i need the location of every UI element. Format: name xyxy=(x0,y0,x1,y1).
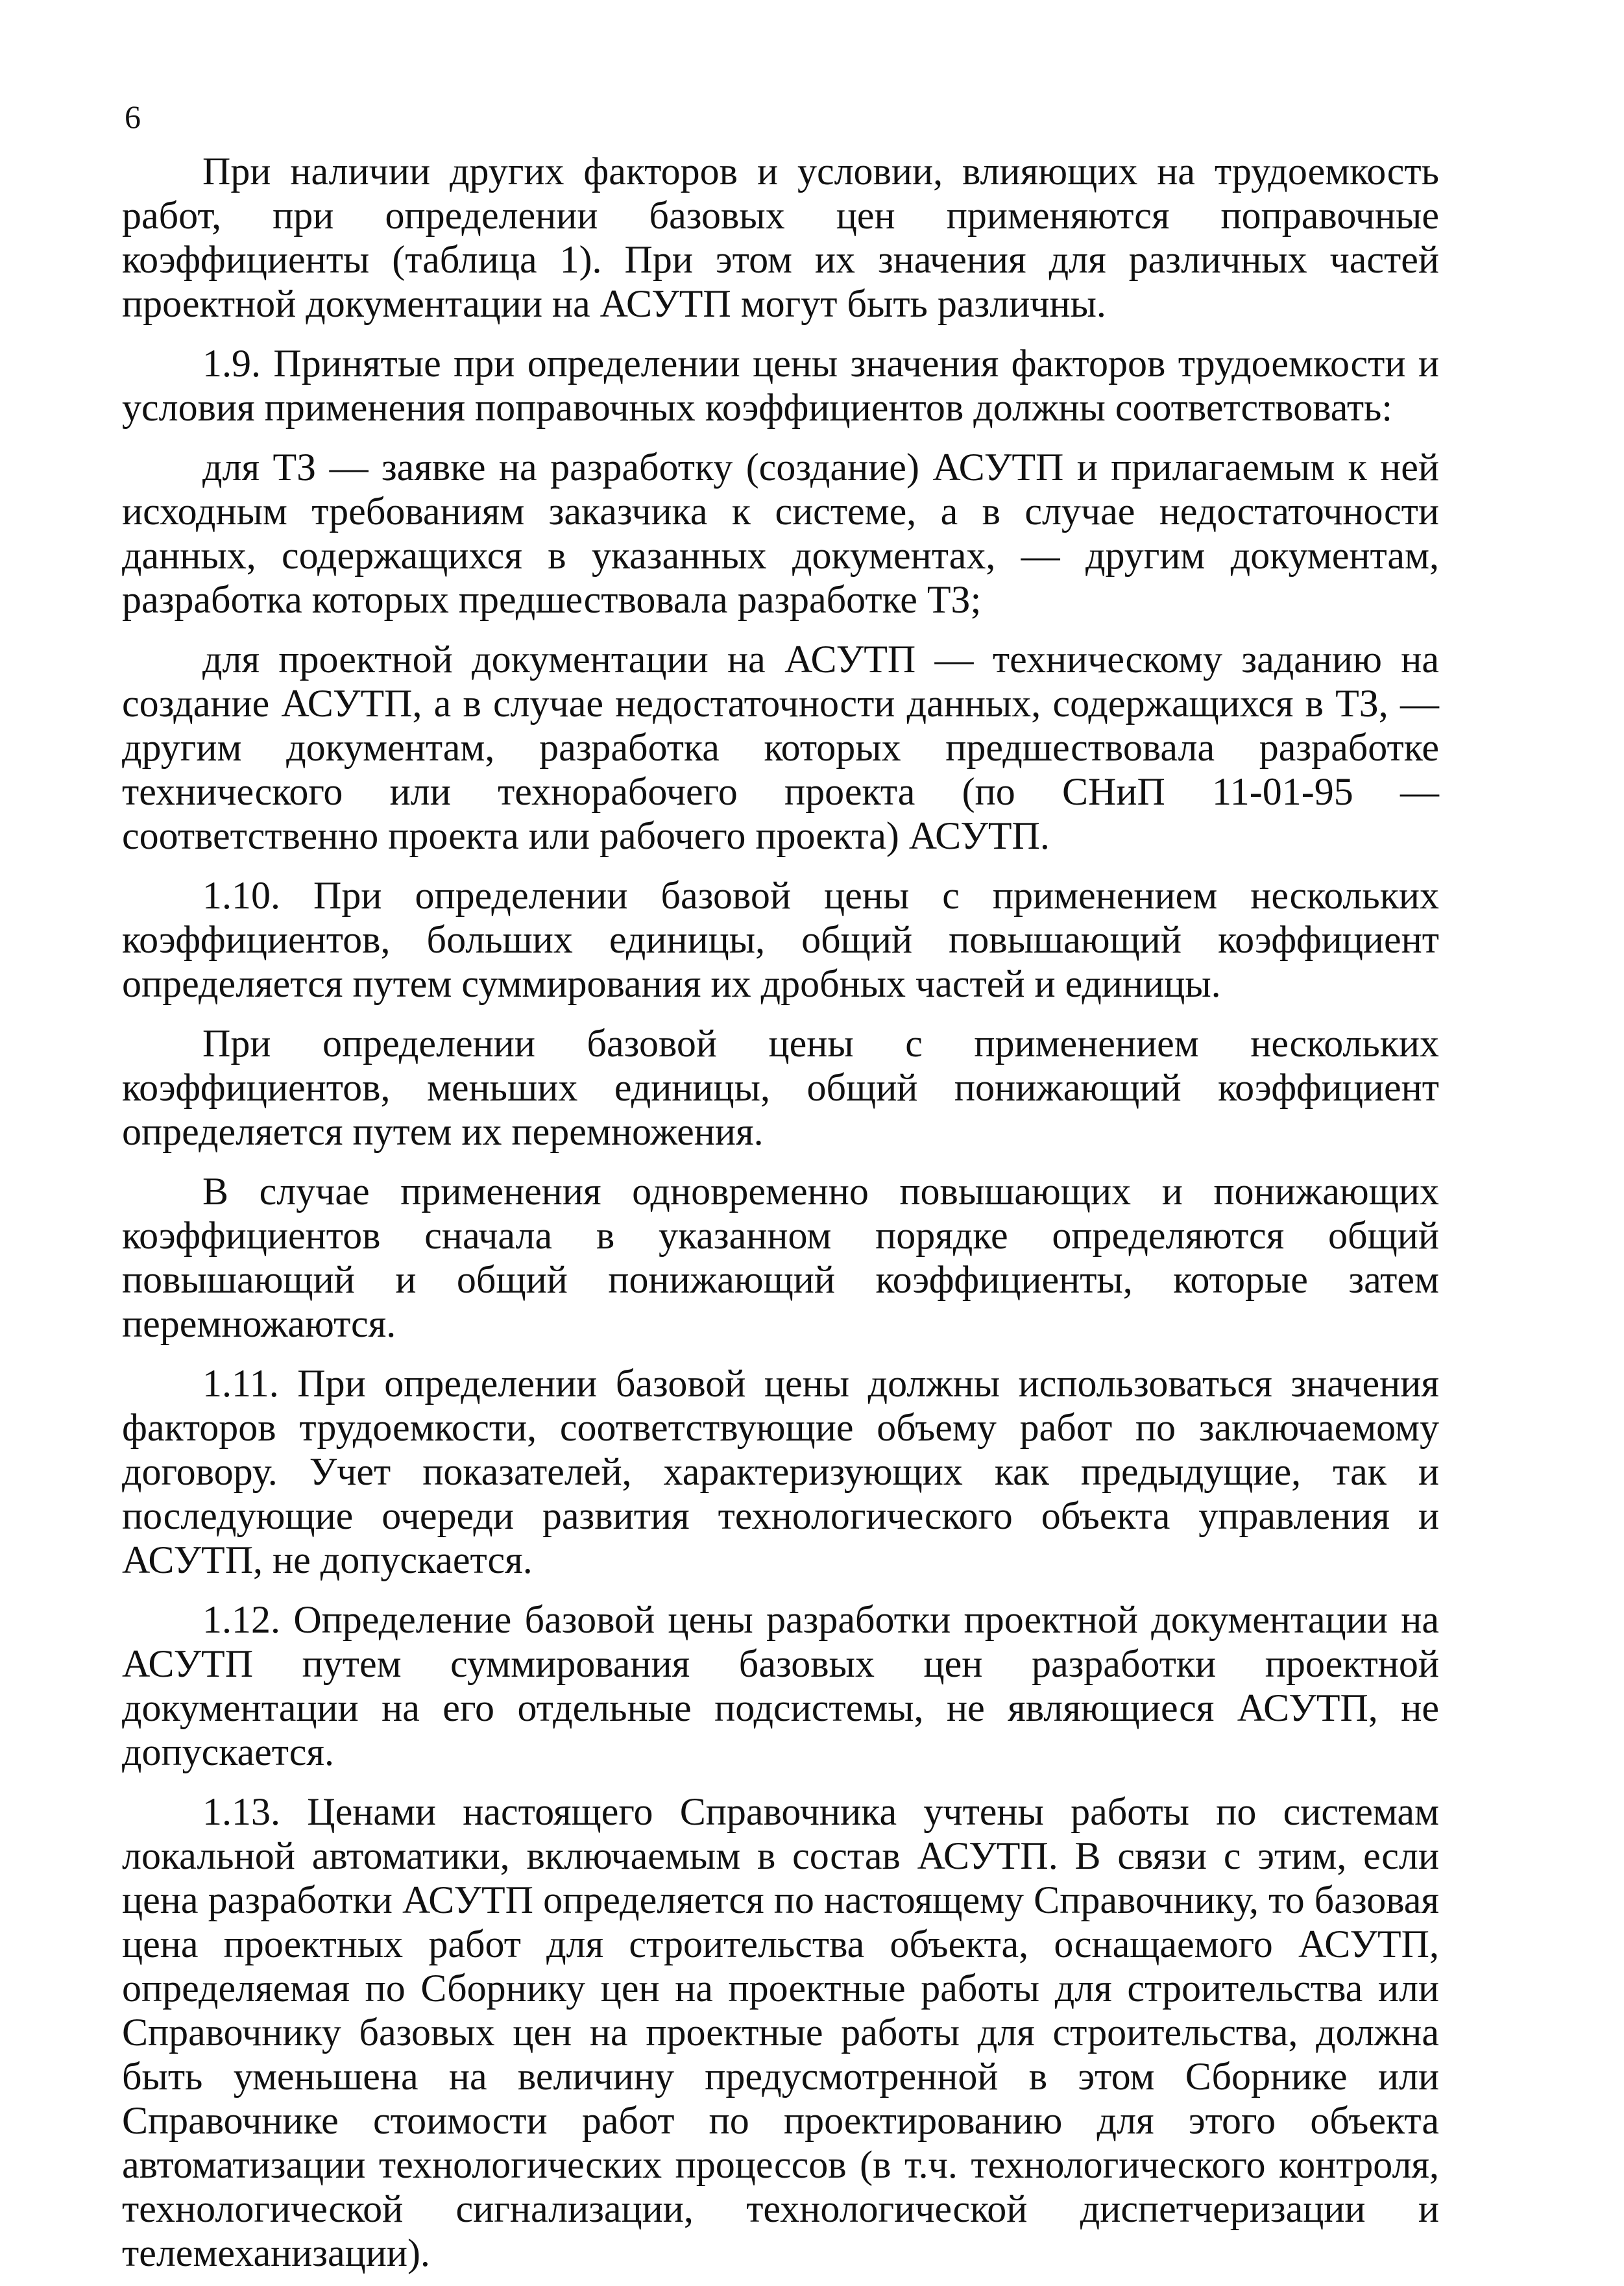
page-number: 6 xyxy=(125,99,141,135)
paragraph-other-factors: При наличии других факторов и условии, влияющих на трудоемкость работ, при определении базовых цен применяются поправочные коэффициенты (таблица 1). При этом их значения для различных частей проектной документации на АСУТП могут быть различны. xyxy=(122,150,1439,325)
body-text xyxy=(122,149,1439,2275)
paragraph-1-10: 1.10. При определении базовой цены с применением нескольких коэффициентов, больших единицы, общий повышающий коэффициент определяется путем суммирования их дробных частей и единицы. xyxy=(122,874,1439,1005)
paragraph-for-project-docs: для проектной документации на АСУТП — техническому заданию на создание АСУТП, а в случае недостаточности данных, содержащихся в ТЗ, — другим документам, разработка которых предшествовала разработке технического или технорабочего проекта (по СНиП 11-01-95 — соответственно проекта или рабочего проекта) АСУТП. xyxy=(122,638,1439,857)
paragraph-1-13: 1.13. Ценами настоящего Справочника учтены работы по системам локальной автоматики, включаемым в состав АСУТП. В связи с этим, если цена разработки АСУТП определяется по настоящему Справочнику, то базовая цена проектных работ для строительства объекта, оснащаемого АСУТП, определяемая по Сборнику цен на проектные работы для строительства или Справочнику базовых цен на проектные работы для строительства, должна быть уменьшена на величину предусмотренной в этом Сборнике или Справочнике стоимости работ по проектированию для этого объекта автоматизации технологических процессов (в т.ч. технологического контроля, технологической сигнализации, технологической диспетчеризации и телемеханизации). xyxy=(122,1790,1439,2274)
paragraph-1-11: 1.11. При определении базовой цены должны использоваться значения факторов трудоемкости, соответствующие объему работ по заключаемому договору. Учет показателей, характеризующих как предыдущие, так и последующие очереди развития технологического объекта управления и АСУТП, не допускается. xyxy=(122,1362,1439,1581)
paragraph-for-tz: для ТЗ — заявке на разработку (создание) АСУТП и прилагаемым к ней исходным требованиям заказчика к системе, а в случае недостаточности данных, содержащихся в указанных документах, — другим документам, разработка которых предшествовала разработке ТЗ; xyxy=(122,446,1439,621)
paragraph-1-12: 1.12. Определение базовой цены разработки проектной документации на АСУТП путем суммирования базовых цен разработки проектной документации на его отдельные подсистемы, не являющиеся АСУТП, не допускается. xyxy=(122,1598,1439,1773)
paragraph-combined-coefficients: В случае применения одновременно повышающих и понижающих коэффициентов сначала в указанном порядке определяются общий повышающий и общий понижающий коэффициенты, которые затем перемножаются. xyxy=(122,1170,1439,1345)
paragraph-1-9: 1.9. Принятые при определении цены значения факторов трудоемкости и условия применения поправочных коэффициентов должны соответствовать: xyxy=(122,342,1439,429)
paragraph-lowering-coefficients: При определении базовой цены с применением нескольких коэффициентов, меньших единицы, общий понижающий коэффициент определяется путем их перемножения. xyxy=(122,1022,1439,1153)
